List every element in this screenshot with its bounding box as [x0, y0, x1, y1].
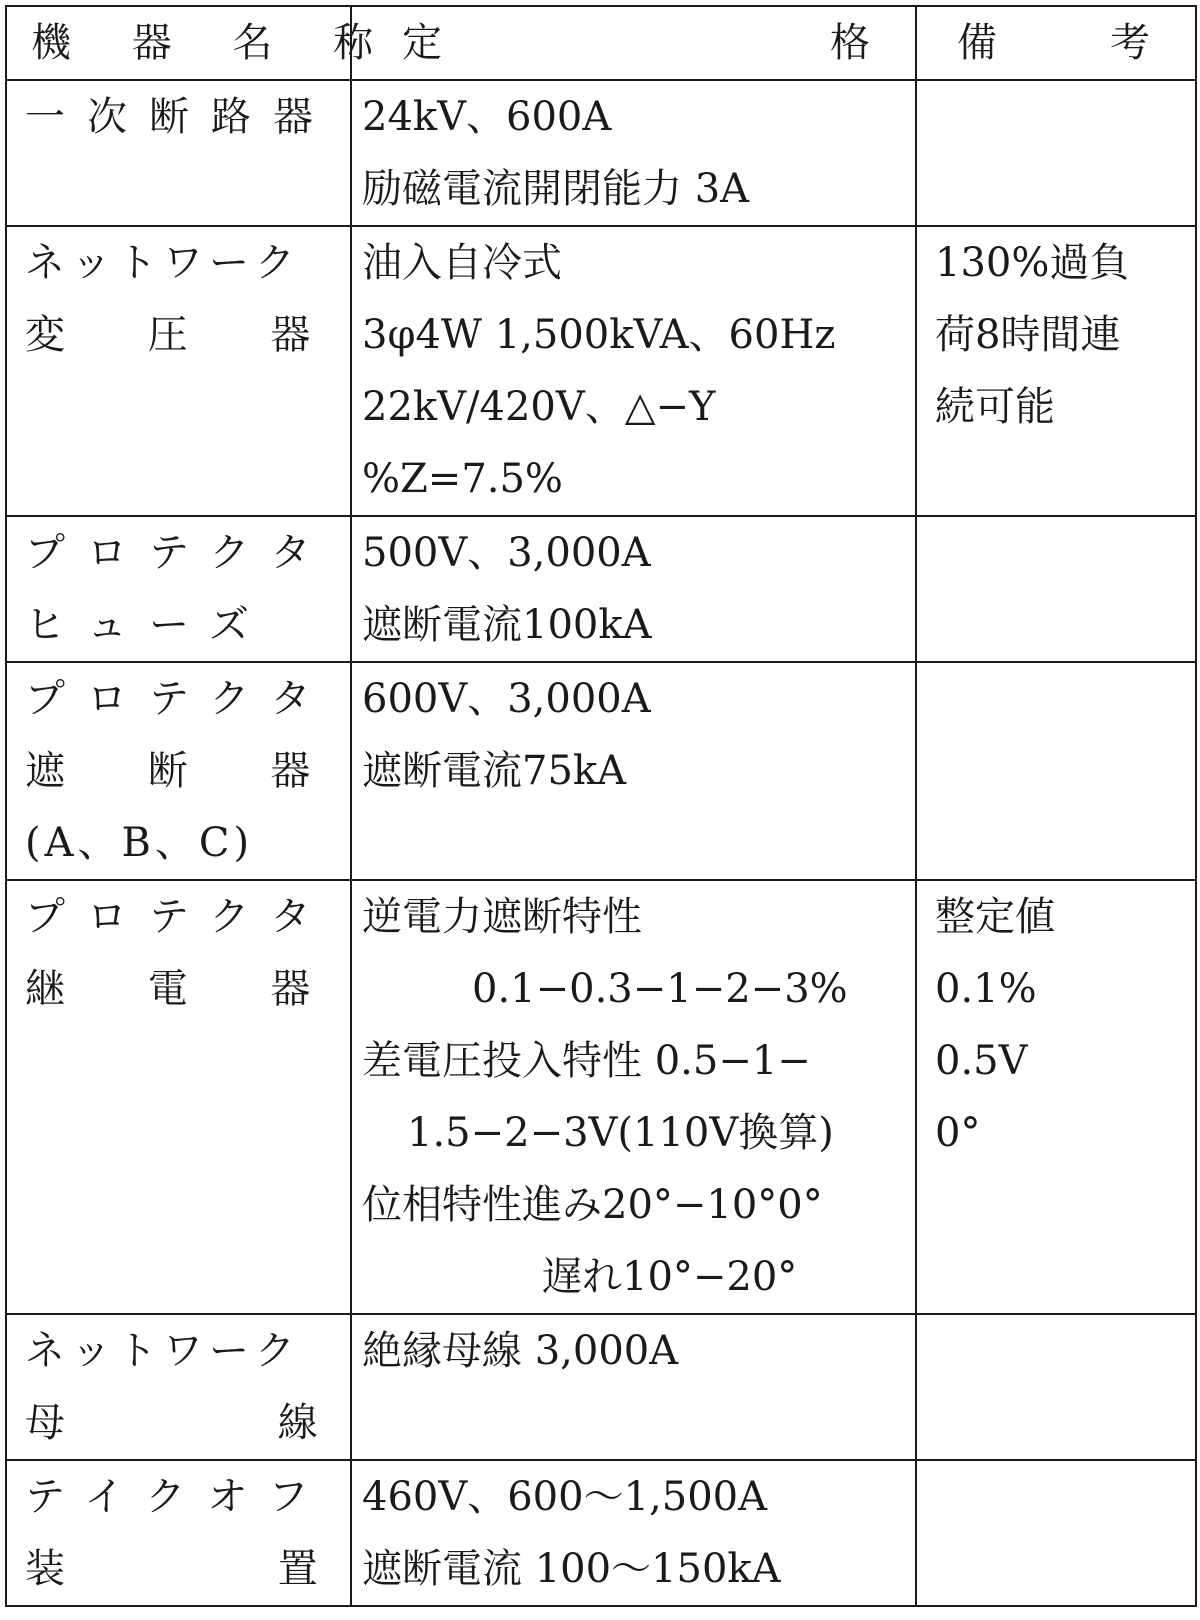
equipment-name: プロテクタ [25, 676, 333, 722]
remarks-line: 0.5V [935, 1038, 1028, 1084]
equipment-name: ネットワーク [25, 1328, 301, 1374]
equipment-name: 母 線 [25, 1400, 318, 1446]
rating-line: 3φ4W 1,500kVA、60Hz [362, 312, 836, 358]
remarks-cell [916, 1460, 1196, 1606]
rating-line: 遮断電流 100〜150kA [362, 1546, 781, 1592]
header-remarks [916, 6, 1196, 80]
rating-cell [351, 1314, 916, 1460]
equipment-name: ヒューズ [25, 602, 271, 648]
remarks-cell [916, 1314, 1196, 1460]
equipment-name: ネットワーク [25, 240, 301, 286]
remarks-line: 0.1% [935, 966, 1037, 1012]
equipment-name-cell [6, 516, 351, 662]
table-row [6, 226, 1196, 516]
rating-line: 600V、3,000A [362, 676, 651, 722]
header-remarks-a: 備 [957, 20, 997, 66]
header-row [6, 6, 1196, 80]
header-equipment-name-text: 機 器 名 称 [31, 20, 398, 66]
equipment-name-cell [6, 1314, 351, 1460]
equipment-name: 装 置 [25, 1546, 318, 1592]
table-row [6, 880, 1196, 1314]
equipment-name-cell [6, 880, 351, 1314]
remarks-line: 続可能 [935, 384, 1055, 430]
remarks-cell [916, 880, 1196, 1314]
rating-line: 絶縁母線 3,000A [362, 1328, 679, 1374]
remarks-line: 整定値 [935, 894, 1055, 940]
equipment-name-cell [6, 80, 351, 226]
rating-line: 遅れ10°−20° [542, 1254, 798, 1300]
rating-line: 位相特性進み20°−10°0° [362, 1182, 823, 1228]
table-row [6, 1314, 1196, 1460]
rating-line: 24kV、600A [362, 94, 612, 140]
equipment-name: プロテクタ [25, 894, 333, 940]
rating-line: 460V、600〜1,500A [362, 1474, 767, 1520]
rating-line: 遮断電流100kA [362, 602, 652, 648]
header-rating [351, 6, 916, 80]
header-remarks-b: 考 [1110, 20, 1150, 66]
header-equipment-name [6, 6, 398, 80]
rating-cell [351, 226, 916, 516]
rating-line: 励磁電流開閉能力 3A [362, 166, 750, 212]
remarks-cell [916, 226, 1196, 516]
header-rating-a: 定 [402, 20, 442, 66]
equipment-name-cell [6, 662, 351, 880]
table-row [6, 662, 1196, 880]
rating-line: 0.1−0.3−1−2−3% [472, 966, 848, 1012]
rating-line: 差電圧投入特性 0.5−1− [362, 1038, 811, 1084]
remarks-cell [916, 516, 1196, 662]
remarks-cell [916, 80, 1196, 226]
equipment-name-cell [6, 226, 351, 516]
table-row [6, 516, 1196, 662]
rating-line: 500V、3,000A [362, 530, 651, 576]
remarks-cell [916, 662, 1196, 880]
equipment-name-cell [6, 1460, 351, 1606]
equipment-name: 一次断路器 [25, 94, 335, 140]
equipment-name: プロテクタ [25, 530, 333, 576]
rating-cell [351, 662, 916, 880]
remarks-line: 荷8時間連 [935, 312, 1121, 358]
rating-cell [351, 880, 916, 1314]
rating-line: 1.5−2−3V(110V換算) [407, 1110, 834, 1156]
rating-line: 逆電力遮断特性 [362, 894, 642, 940]
remarks-line: 130%過負 [935, 240, 1130, 286]
equipment-name: 継 電 器 [25, 966, 311, 1012]
table-row [6, 1460, 1196, 1606]
rating-cell [351, 1460, 916, 1606]
remarks-line: 0° [935, 1110, 981, 1156]
header-rating-b: 格 [830, 20, 870, 66]
equipment-name: (A、B、C) [25, 820, 254, 866]
equipment-spec-table [5, 5, 1197, 1607]
equipment-name: 遮 断 器 [25, 748, 311, 794]
rating-line: %Z=7.5% [362, 456, 563, 502]
table-row [6, 80, 1196, 226]
rating-cell [351, 80, 916, 226]
equipment-name: 変 圧 器 [25, 312, 311, 358]
rating-line: 油入自冷式 [362, 240, 562, 286]
equipment-name: テイクオフ [25, 1474, 331, 1520]
rating-line: 22kV/420V、△−Y [362, 384, 716, 430]
rating-cell [351, 516, 916, 662]
rating-line: 遮断電流75kA [362, 748, 627, 794]
